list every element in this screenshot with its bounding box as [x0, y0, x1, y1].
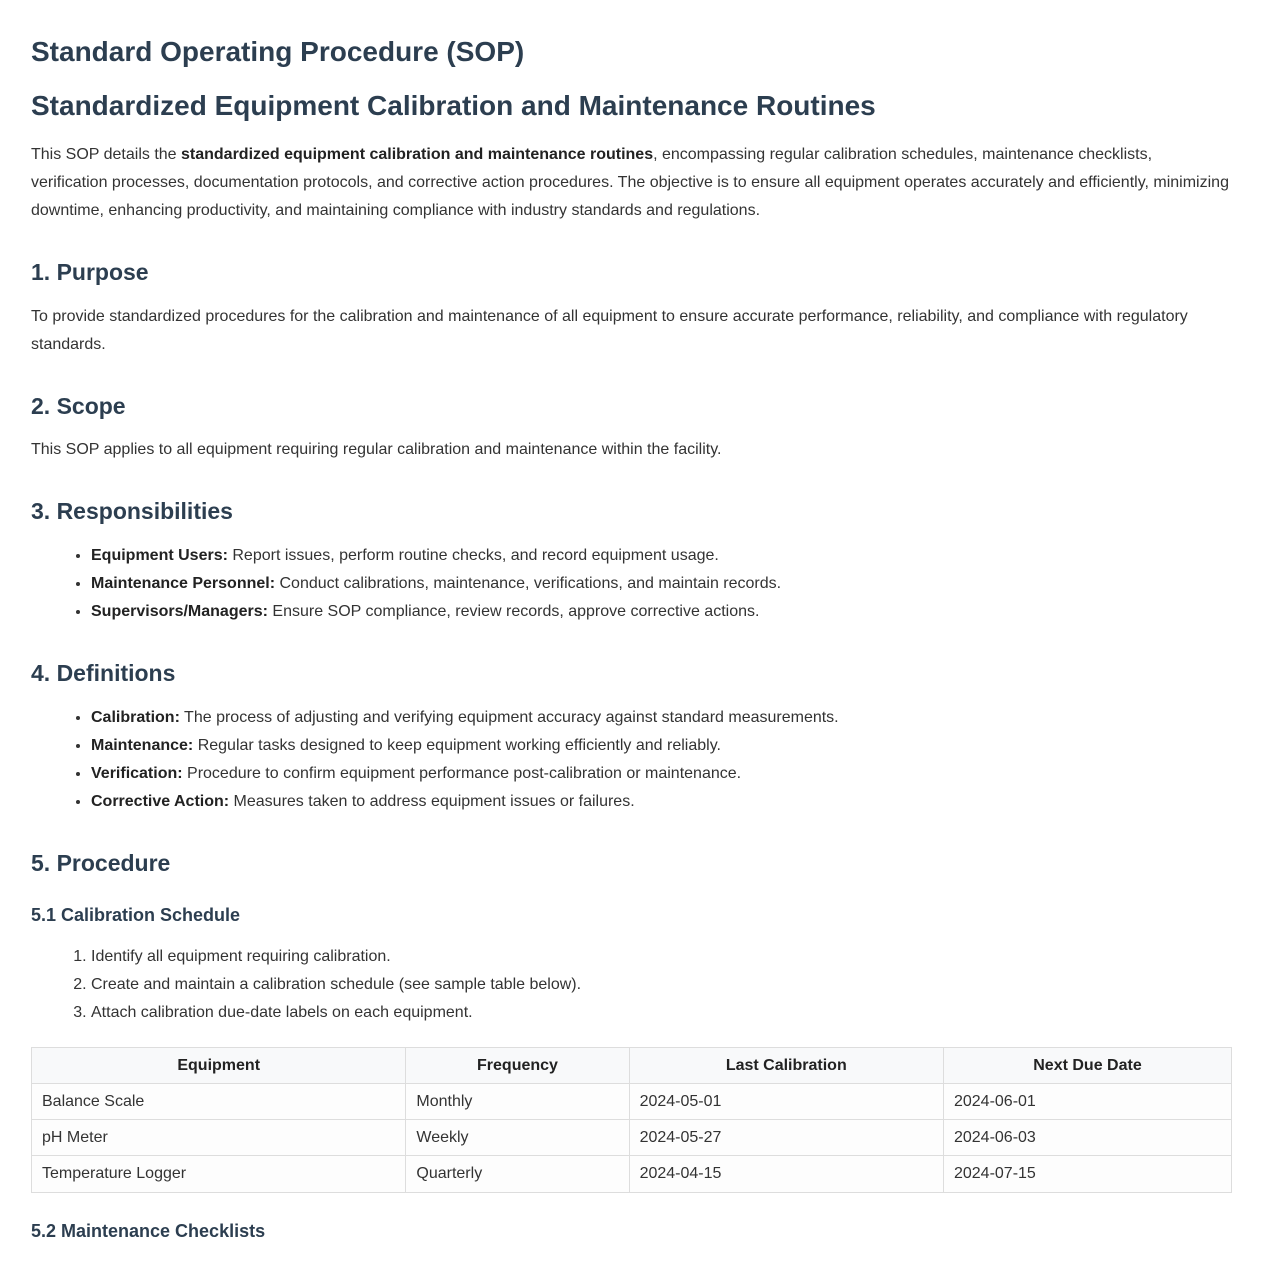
list-item — [91, 788, 1232, 816]
section-heading-procedure: 5. Procedure — [31, 849, 171, 876]
definitions-list — [31, 704, 1232, 816]
list-item-text: The process of adjusting and verifying equipment accuracy against standard measurements. — [179, 708, 839, 726]
list-item-label: Maintenance Personnel: — [91, 574, 276, 592]
cell-frequency: Weekly — [406, 1120, 629, 1156]
cell-next-due-date: 2024-06-01 — [943, 1083, 1231, 1119]
section-heading-definitions: 4. Definitions — [31, 659, 176, 686]
cell-equipment: Balance Scale — [32, 1083, 406, 1119]
list-item-text: Ensure SOP compliance, review records, approve corrective actions. — [267, 602, 760, 620]
list-item: 1. Identify all equipment requiring calibration. — [91, 943, 1232, 971]
cell-frequency: Quarterly — [406, 1156, 629, 1192]
cell-last-calibration: 2024-05-27 — [629, 1120, 943, 1156]
section-heading-responsibilities: 3. Responsibilities — [31, 498, 233, 525]
list-item: 3. Attach calibration due-date labels on each equipment. — [91, 999, 1232, 1027]
scope-text: This SOP applies to all equipment requiring regular calibration and maintenance within the facility. — [31, 441, 722, 459]
list-item: 2. Create and maintain a calibration schedule (see sample table below). — [91, 971, 1232, 999]
cell-equipment: pH Meter — [32, 1120, 406, 1156]
table-header-row — [32, 1047, 1232, 1083]
cell-next-due-date: 2024-06-03 — [943, 1120, 1231, 1156]
list-item — [91, 704, 1232, 732]
intro-paragraph — [31, 141, 1232, 225]
list-item-text: Regular tasks designed to keep equipment working efficiently and reliably. — [193, 736, 721, 754]
cell-frequency: Monthly — [406, 1083, 629, 1119]
section-heading-scope: 2. Scope — [31, 392, 126, 419]
list-item-label: Verification: — [91, 764, 183, 782]
list-item — [91, 732, 1232, 760]
col-header-equipment: Equipment — [32, 1047, 406, 1083]
list-item — [91, 760, 1232, 788]
document-subtitle: Standardized Equipment Calibration and Maintenance Routines — [31, 89, 876, 121]
col-header-next-due-date: Next Due Date — [943, 1047, 1231, 1083]
cell-last-calibration: 2024-04-15 — [629, 1156, 943, 1192]
intro-text-post: , encompassing regular calibration schedules, maintenance checklists, verification processes, documentation protocols, and corrective action procedures. The objective is to ensure all equipment operates accurately and efficiently, minimizing downtime, enhancing productivity, and maintaining compliance with industry standards and regulations. — [31, 146, 1229, 220]
list-item — [91, 598, 1232, 626]
table-row — [32, 1120, 1232, 1156]
responsibilities-list — [31, 542, 1232, 626]
cell-equipment: Temperature Logger — [32, 1156, 406, 1192]
table-row — [32, 1156, 1232, 1192]
purpose-text: To provide standardized procedures for the calibration and maintenance of all equipment to ensure accurate performance, reliability, and compliance with regulatory standards. — [31, 307, 1188, 353]
document-title: Standard Operating Procedure (SOP) — [31, 36, 525, 67]
intro-text-pre: This SOP details the — [31, 146, 181, 164]
intro-text-bold: standardized equipment calibration and maintenance routines — [181, 146, 654, 164]
table-row — [32, 1083, 1232, 1119]
list-item-text: Measures taken to address equipment issues or failures. — [229, 792, 635, 810]
list-item-label: Supervisors/Managers: — [91, 602, 268, 620]
col-header-last-calibration: Last Calibration — [629, 1047, 943, 1083]
col-header-frequency: Frequency — [406, 1047, 629, 1083]
subsection-heading-maintenance-checklists: 5.2 Maintenance Checklists — [31, 1220, 266, 1241]
list-item-label: Corrective Action: — [91, 792, 230, 810]
calibration-steps-list — [31, 943, 1232, 1027]
list-item — [91, 570, 1232, 598]
list-item-label: Equipment Users: — [91, 546, 228, 564]
list-item-text: Procedure to confirm equipment performance post-calibration or maintenance. — [182, 764, 742, 782]
subsection-heading-calibration-schedule: 5.1 Calibration Schedule — [31, 905, 241, 926]
cell-next-due-date: 2024-07-15 — [943, 1156, 1231, 1192]
cell-last-calibration: 2024-05-01 — [629, 1083, 943, 1119]
list-item-text: Report issues, perform routine checks, and record equipment usage. — [227, 546, 719, 564]
calibration-schedule-table — [31, 1047, 1232, 1193]
section-heading-purpose: 1. Purpose — [31, 259, 149, 286]
list-item — [91, 542, 1232, 570]
list-item-text: Conduct calibrations, maintenance, verifications, and maintain records. — [275, 574, 782, 592]
list-item-label: Maintenance: — [91, 736, 194, 754]
list-item-label: Calibration: — [91, 708, 180, 726]
